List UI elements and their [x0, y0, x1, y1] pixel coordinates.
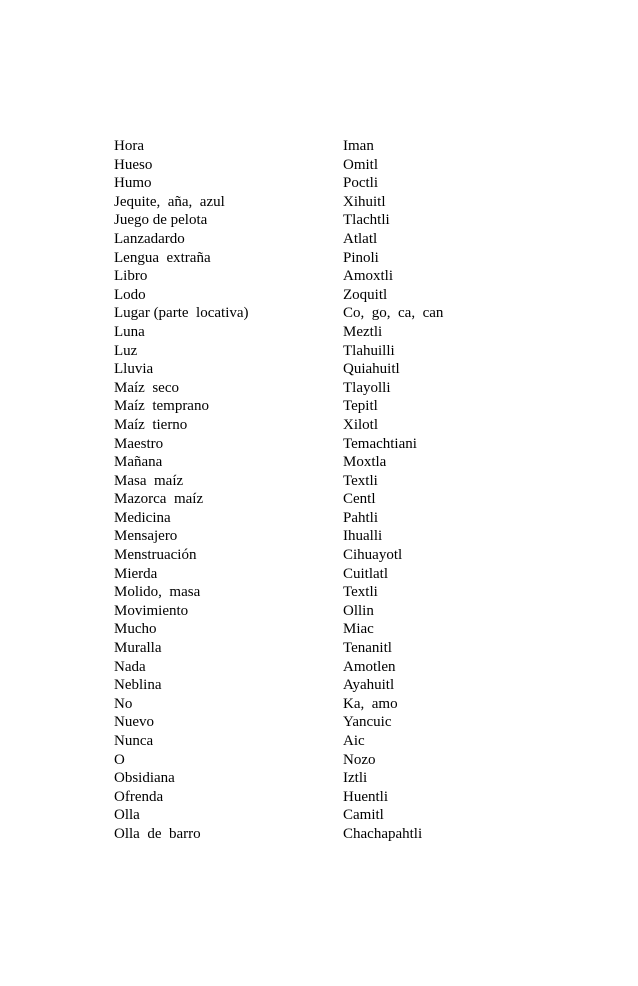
spanish-term: Mensajero — [114, 528, 178, 545]
glossary-row — [114, 267, 534, 286]
glossary-row — [114, 193, 534, 212]
spanish-term: Menstruación — [114, 547, 197, 564]
nahuatl-term: Moxtla — [343, 454, 387, 471]
nahuatl-term: Zoquitl — [343, 286, 388, 303]
spanish-term: Luz — [114, 342, 138, 359]
glossary-row — [114, 156, 534, 175]
glossary-row — [114, 435, 534, 454]
glossary-row — [114, 806, 534, 825]
glossary-row — [114, 397, 534, 416]
spanish-term: Movimiento — [114, 602, 189, 619]
glossary-row — [114, 342, 534, 361]
spanish-term: Muralla — [114, 640, 162, 657]
spanish-term: Mierda — [114, 565, 158, 582]
spanish-term: Maíz seco — [114, 379, 179, 396]
spanish-term: Hora — [114, 138, 144, 154]
nahuatl-term: Xilotl — [343, 416, 379, 433]
spanish-term: O — [114, 751, 125, 768]
glossary-row — [114, 788, 534, 807]
glossary-row — [114, 695, 534, 714]
spanish-term: Nunca — [114, 733, 154, 749]
glossary-row — [114, 676, 534, 695]
spanish-term: Obsidiana — [114, 770, 175, 787]
nahuatl-term: Iztli — [343, 770, 368, 787]
spanish-term: Lluvia — [114, 361, 154, 378]
nahuatl-term: Textli — [343, 472, 378, 489]
glossary-row — [114, 769, 534, 788]
spanish-term: Maestro — [114, 435, 164, 452]
glossary-row — [114, 472, 534, 491]
glossary-row — [114, 825, 534, 844]
glossary-row — [114, 732, 534, 751]
spanish-term: Lengua extraña — [114, 249, 211, 266]
glossary-row — [114, 379, 534, 398]
nahuatl-term: Quiahuitl — [343, 361, 400, 378]
glossary-row — [114, 527, 534, 546]
glossary-list — [114, 137, 534, 844]
spanish-term: Olla — [114, 807, 140, 824]
nahuatl-term: Xihuitl — [343, 193, 386, 210]
glossary-row — [114, 546, 534, 565]
nahuatl-term: Yancuic — [343, 714, 392, 731]
spanish-term: Libro — [114, 268, 148, 285]
glossary-row — [114, 174, 534, 193]
glossary-row — [114, 323, 534, 342]
nahuatl-term: Camitl — [343, 807, 384, 824]
spanish-term: Maíz tierno — [114, 416, 188, 433]
nahuatl-term: Cuitlatl — [343, 565, 388, 582]
nahuatl-term: Meztli — [343, 323, 383, 340]
nahuatl-term: Poctli — [343, 175, 379, 192]
nahuatl-term: Pinoli — [343, 249, 379, 266]
spanish-term: Medicina — [114, 509, 171, 526]
spanish-term: Jequite, aña, azul — [114, 193, 225, 210]
glossary-row — [114, 211, 534, 230]
glossary-row — [114, 360, 534, 379]
spanish-term: Luna — [114, 323, 145, 340]
glossary-row — [114, 639, 534, 658]
nahuatl-term: Nozo — [343, 751, 376, 768]
nahuatl-term: Tlayolli — [343, 379, 391, 396]
spanish-term: Ofrenda — [114, 788, 164, 805]
nahuatl-term: Co, go, ca, can — [343, 305, 444, 322]
nahuatl-term: Tepitl — [343, 398, 378, 415]
glossary-row — [114, 416, 534, 435]
nahuatl-term: Ayahuitl — [343, 677, 395, 694]
nahuatl-term: Temachtiani — [343, 435, 417, 452]
spanish-term: Lodo — [114, 286, 146, 303]
spanish-term: Neblina — [114, 677, 162, 694]
nahuatl-term: Ka, amo — [343, 695, 398, 712]
glossary-row — [114, 713, 534, 732]
nahuatl-term: Atlatl — [343, 230, 378, 247]
nahuatl-term: Iman — [343, 138, 374, 154]
nahuatl-term: Amotlen — [343, 658, 396, 675]
nahuatl-term: Tlachtli — [343, 212, 390, 229]
nahuatl-term: Miac — [343, 621, 374, 638]
nahuatl-term: Omitl — [343, 156, 379, 173]
spanish-term: Nuevo — [114, 714, 154, 731]
glossary-row — [114, 509, 534, 528]
glossary-row — [114, 453, 534, 472]
glossary-row — [114, 304, 534, 323]
nahuatl-term: Cihuayotl — [343, 547, 403, 564]
glossary-row — [114, 602, 534, 621]
nahuatl-term: Aic — [343, 733, 365, 749]
nahuatl-term: Amoxtli — [343, 268, 394, 285]
glossary-row — [114, 565, 534, 584]
spanish-term: Masa maíz — [114, 472, 184, 489]
spanish-term: Molido, masa — [114, 584, 201, 601]
spanish-term: Hueso — [114, 156, 153, 173]
nahuatl-term: Centl — [343, 491, 376, 508]
spanish-term: Lanzadardo — [114, 230, 185, 247]
glossary-row — [114, 230, 534, 249]
nahuatl-term: Textli — [343, 584, 378, 601]
nahuatl-term: Chachapahtli — [343, 825, 423, 842]
spanish-term: Mañana — [114, 454, 163, 471]
nahuatl-term: Pahtli — [343, 509, 379, 526]
nahuatl-term: Ollin — [343, 602, 374, 619]
nahuatl-term: Tenanitl — [343, 640, 392, 657]
nahuatl-term: Tlahuilli — [343, 342, 395, 359]
glossary-row — [114, 137, 534, 156]
glossary-row — [114, 620, 534, 639]
spanish-term: Nada — [114, 658, 146, 675]
spanish-term: Lugar (parte locativa) — [114, 305, 249, 322]
spanish-term: Olla de barro — [114, 825, 201, 842]
glossary-row — [114, 751, 534, 770]
nahuatl-term: Ihualli — [343, 528, 383, 545]
spanish-term: Humo — [114, 175, 152, 192]
spanish-term: Mazorca maíz — [114, 491, 204, 508]
spanish-term: No — [114, 695, 133, 712]
spanish-term: Maíz temprano — [114, 398, 209, 415]
glossary-row — [114, 286, 534, 305]
spanish-term: Mucho — [114, 621, 157, 638]
glossary-row — [114, 658, 534, 677]
spanish-term: Juego de pelota — [114, 212, 208, 229]
glossary-row — [114, 249, 534, 268]
glossary-row — [114, 583, 534, 602]
glossary-row — [114, 490, 534, 509]
nahuatl-term: Huentli — [343, 788, 388, 805]
